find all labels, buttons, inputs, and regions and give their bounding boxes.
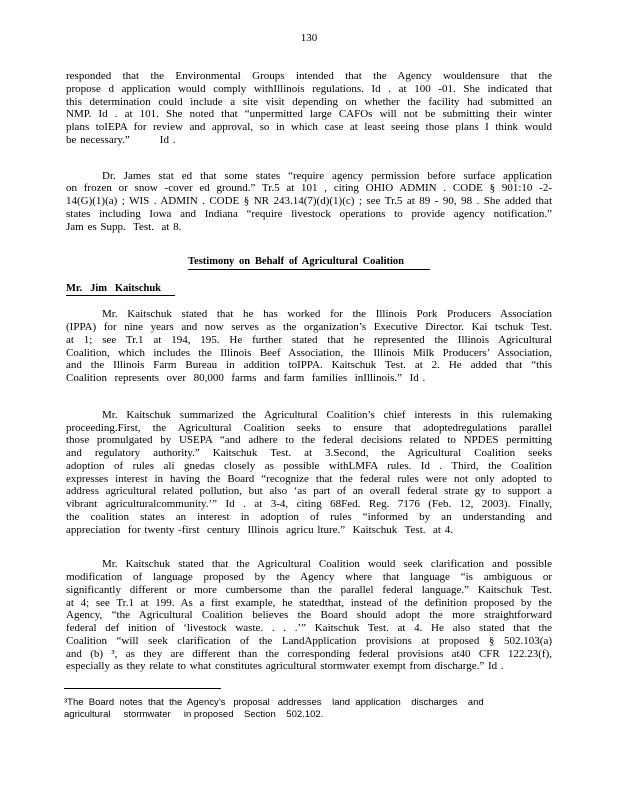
section-heading [66,255,552,270]
text-line: Coalition represents over 80,000 farms and farm families inIllinois.” Id . [66,372,426,384]
paragraph [66,308,552,385]
text-line: Dr. James stat ed that some states “require agency permission before surface application [102,169,552,182]
text-line: at 1; see Tr.1 at 194, 195. He further stated that he represented the Illinois Agricultural [66,333,552,346]
text-line: be necessary.” Id . [66,133,176,146]
text-line: especially as they relate to what constitutes agricultural stormwater exempt from discharge.” Id . [66,660,504,673]
text-line: NMP. Id . at 101. She noted that “unpermitted large CAFOs will not be submitting their winter [66,108,552,121]
footnote [64,697,552,720]
page-number: 130 [300,32,318,44]
text-line: responded that the Environmental Groups intended that the Agency wouldensure that the [66,70,552,82]
paragraph [66,170,552,234]
text-line: modification of language proposed by the Agency where that language “is ambiguous or [66,571,552,583]
footnote-separator [64,688,221,689]
text-line: significantly different or more cumbersome than the parallel federal language.” Kaitschuk Test. [66,583,552,596]
paragraph [66,70,552,147]
footnote-area [64,688,552,720]
text-line: Mr. Kaitschuk stated that the Agricultural Coalition would seek clarification and possible [102,558,552,571]
witness-heading [66,282,552,297]
document-body [66,70,552,673]
text-line: and regulatory authority.” Kaitschuk Test. at 3.Second, the Agricultural Coalition seeks [66,447,552,459]
text-line: Coalition, which includes the Illinois Beef Association, the Illinois Milk Producers’ Association, [66,346,552,359]
text-line: and the Illinois Farm Bureau in addition toIPPA. Kaitschuk Test. at 2. He added that “this [66,359,552,372]
text-line: states including Iowa and Indiana “require livestock operations to provide agency notification.” [66,207,552,220]
footnote-line: ³The Board notes that the Agency’s proposal addresses land application discharges and [64,697,484,708]
text-line: Agency, “the Agricultural Coalition believes the Board should adopt the more straightforward [66,609,552,622]
text-line: plans toIEPA for review and approval, so in which case at least seeing those plans I think would [66,121,552,133]
text-line: and (b) ³, as they are different than the corresponding federal provisions at40 CFR 122.23(f), [66,647,552,660]
text-line: at 4; see Tr.1 at 199. As a first example, he statedthat, instead of the definition proposed by the [66,596,552,609]
heading-text: Mr. Jim Kaitschuk [66,283,175,297]
heading-text: Testimony on Behalf of Agricultural Coalition [188,256,430,270]
text-line: adoption of rules ali gnedas closely as possible withLMFA rules. Id . Third, the Coalition [66,459,552,472]
text-line: proceeding.First, the Agricultural Coalition seeks to ensure that adoptedregulations parallel [66,421,552,434]
text-line: those promulgated by USEPA “and adhere to the federal decisions related to NPDES permitting [66,434,552,447]
text-line: expresses interest in having the Board “recognize that the federal rules were not only adopted to [66,472,552,485]
text-line: propose d application would comply withIllinois regulations. Id . at 100 -01. She indicated that [66,82,552,95]
text-line: the coalition states an interest in adoption of rules “informed by an understanding and [66,510,552,523]
text-line: appreciation for twenty -first century Illinois agricu lture.” Kaitschuk Test. at 4. [66,523,453,536]
text-line: (IPPA) for nine years and now serves as the organization’s Executive Director. Kai tschuk Test. [66,321,552,333]
text-line: Coalition “will seek clarification of the LandApplication provisions at proposed § 502.103(a) [66,634,552,647]
text-line: Mr. Kaitschuk summarized the Agricultural Coalition’s chief interests in this rulemaking [102,408,552,421]
text-line: federal def inition of ‘livestock waste. . . .’” Kaitschuk Test. at 4. He also stated that the [66,622,552,634]
text-line: this determination could include a site visit depending on whether the facility had submitted an [66,95,552,108]
paragraph [66,409,552,537]
footnote-line: agricultural stormwater in proposed Section 502.102. [64,708,324,720]
text-line: address agricultural related pollution, but also ‘as part of an overall federal strate gy to support a [66,485,552,498]
text-line: Jam es Supp. Test. at 8. [66,220,182,233]
text-line: on frozen or snow -cover ed ground.” Tr.5 at 101 , citing OHIO ADMIN . CODE § 901:10 -2- [66,182,552,195]
text-line: 14(G)(1)(a) ; WIS . ADMIN . CODE § NR 243.14(7)(d)(1)(c) ; see Tr.5 at 89 - 90, 98 . She added that [66,195,552,207]
text-line: vibrant agriculturalcommunity.’” Id . at 3-4, citing 68Fed. Reg. 7176 (Feb. 12, 2003). Finally, [66,498,552,510]
paragraph [66,558,552,673]
text-line: Mr. Kaitschuk stated that he has worked for the Illinois Pork Producers Association [102,308,552,321]
